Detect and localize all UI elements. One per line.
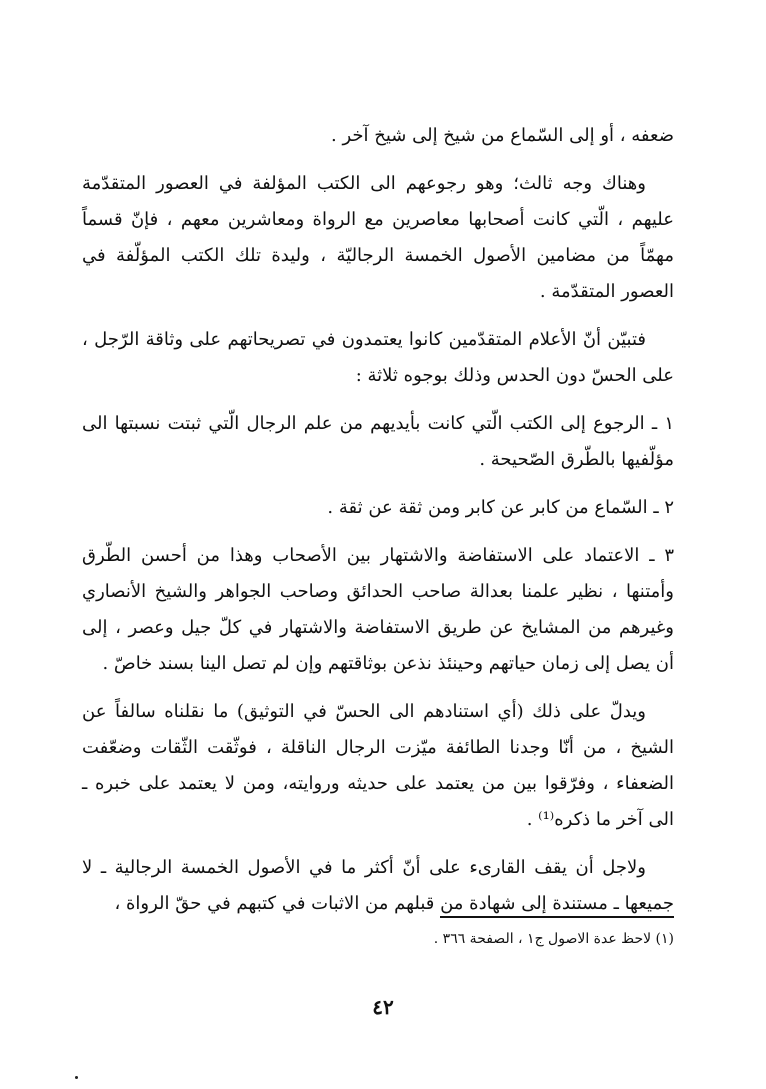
footnote-divider <box>440 916 674 918</box>
footnote: (١) لاحظ عدة الاصول ج١ ، الصفحة ٣٦٦ . <box>433 931 674 947</box>
paragraph-4: ويدلّ على ذلك (أي استنادهم الى الحسّ في التوثيق) ما نقلناه سالفاً عن الشيخ ، من أنّا وجدنا الطائفة ميّزت الرجال الناقلة ، فوثّقت الثّقات وضعّفت الضعفاء ، وفرّقوا بين من يعتمد على حديثه وروايته، ومن لا يعتمد على خبره ـ الى آخر ما ذكره⁽¹⁾ . <box>82 701 674 830</box>
paragraph-1: ضعفه ، أو إلى السّماع من شيخ إلى شيخ آخر . <box>331 125 674 146</box>
paragraph-3: فتبيّن أنّ الأعلام المتقدّمين كانوا يعتمدون في تصريحاتهم على وثاقة الرّجل ، على الحسّ دون الحدس وذلك بوجوه ثلاثة : <box>82 329 674 386</box>
paragraph-5: ولاجل أن يقف القارىء على أنّ أكثر ما في الأصول الخمسة الرجالية ـ لا جميعها ـ مستندة إلى شهادة من قبلهم من الاثبات في كتبهم في حقّ الرواة ، <box>82 857 674 914</box>
scan-speck <box>75 1076 78 1079</box>
list-item-3: ٣ ـ الاعتماد على الاستفاضة والاشتهار بين الأصحاب وهذا من أحسن الطّرق وأمتنها ، نظير علمنا بعدالة صاحب الحدائق وصاحب الجواهر والشيخ الأنصاري وغيرهم من المشايخ عن طريق الاستفاضة والاشتهار في كلّ جيل وعصر ، إلى أن يصل إلى زمان حياتهم وحينئذ نذعن بوثاقتهم وإن لم تصل الينا بسند خاصّ . <box>82 545 674 674</box>
paragraph-2: وهناك وجه ثالث؛ وهو رجوعهم الى الكتب المؤلفة في العصور المتقدّمة عليهم ، الّتي كانت أصحابها معاصرين مع الرواة ومعاشرين معهم ، فإنّ قسماً مهمّاً من مضامين الأصول الخمسة الرجاليّة ، وليدة تلك الكتب المؤلّفة في العصور المتقدّمة . <box>82 173 674 302</box>
body-text <box>82 118 674 934</box>
page-number: ٤٢ <box>372 995 394 1019</box>
list-item-2: ٢ ـ السّماع من كابر عن كابر ومن ثقة عن ثقة . <box>327 497 674 518</box>
list-item-1: ١ ـ الرجوع إلى الكتب الّتي كانت بأيديهم من علم الرجال الّتي ثبتت نسبتها الى مؤلّفيها بالطّرق الصّحيحة . <box>82 413 674 470</box>
